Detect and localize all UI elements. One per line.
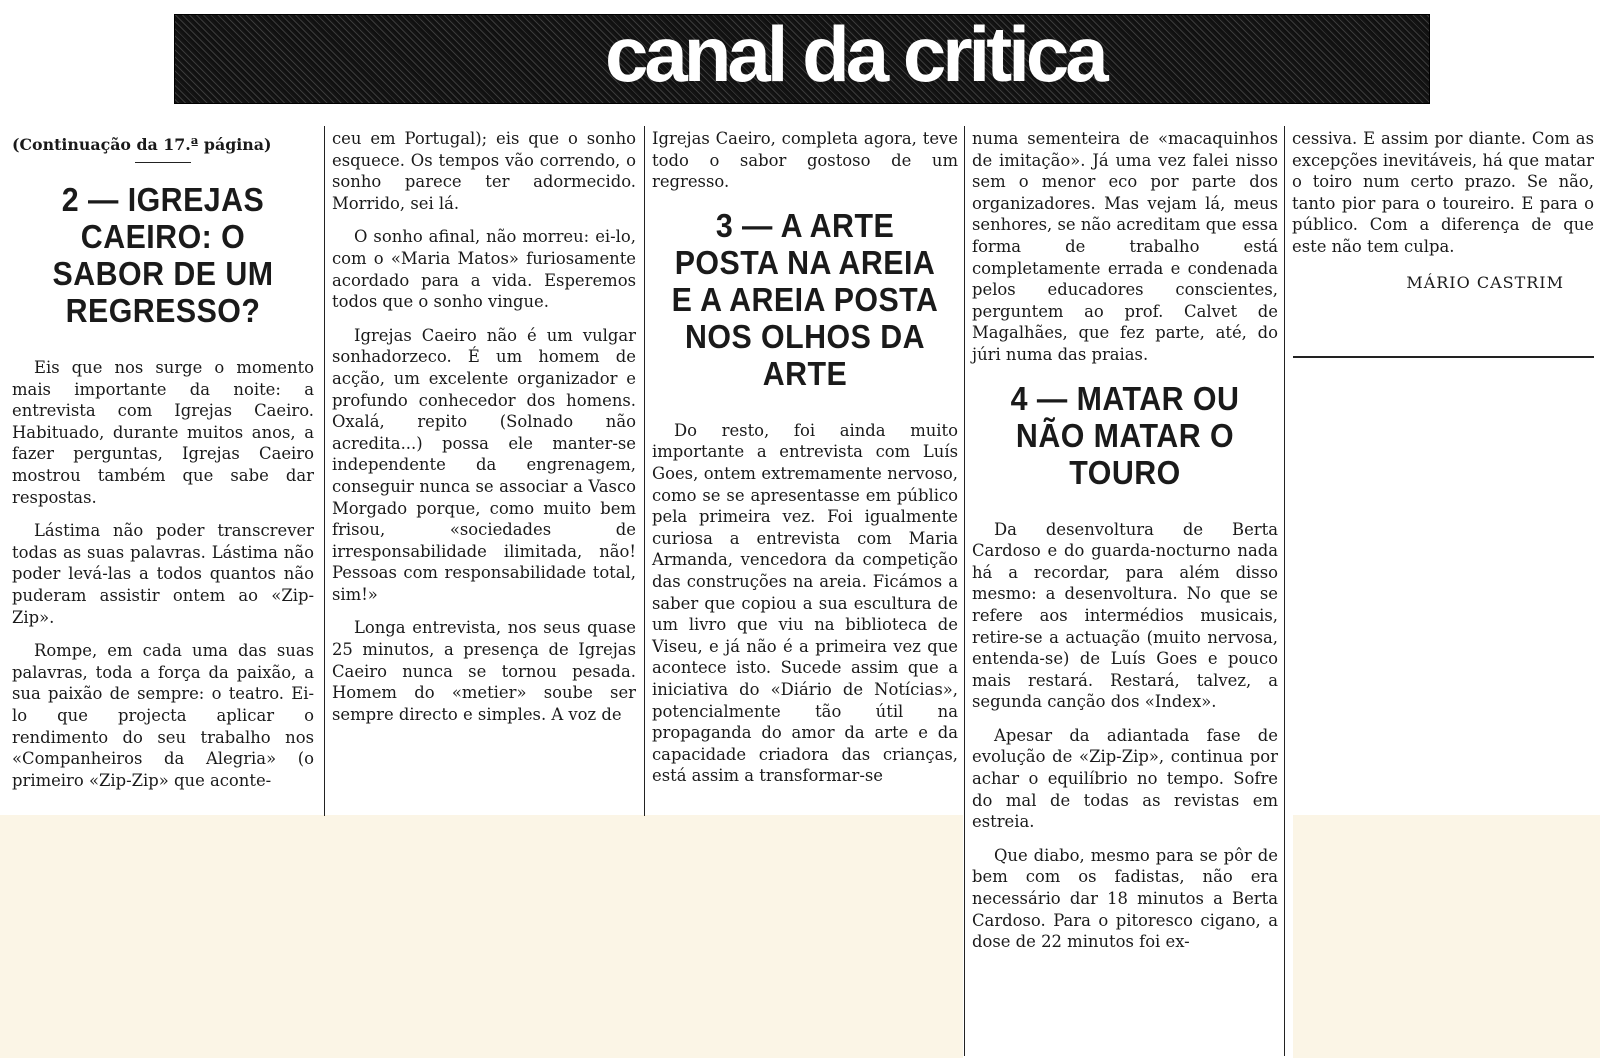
paragraph: Eis que nos surge o momento mais importante da noite: a entrevista com Igrejas Caeiro. Habituado, durante muitos anos, a fazer perguntas, Igrejas Caeiro mostrou também que sabe dar respostas. <box>12 358 314 507</box>
column-3 <box>652 128 958 799</box>
paragraph: ceu em Portugal); eis que o sonho esquece. Os tempos vão correndo, o sonho parece ter adormecido. Morrido, sei lá. <box>332 129 636 213</box>
column-2 <box>332 128 636 737</box>
paragraph: Apesar da adiantada fase de evolução de «Zip-Zip», continua por achar o equilíbrio no tempo. Sofre do mal de todas as revistas em estreia. <box>972 725 1278 832</box>
paragraph: Da desenvoltura de Berta Cardoso e do guarda-nocturno nada há a recordar, para além disso mesmo: a desenvoltura. No que se refere aos intermédios musicais, retire-se a actuação (muito nervosa, entenda-se) de Luís Goes e pouco mais restará. Restará, talvez, a segunda canção dos «Index». <box>972 519 1278 712</box>
paragraph: Igrejas Caeiro, completa agora, teve todo o sabor gostoso de um regresso. <box>652 129 958 192</box>
column-end-rule <box>1293 356 1594 358</box>
paragraph: Do resto, foi ainda muito importante a entrevista com Luís Goes, ontem extremamente nervoso, como se se apresentasse em público pela primeira vez. Foi igualmente curiosa a entrevista com Maria Armanda, vencedora da competição das construções na areia. Ficámos a saber que copiou a sua escultura de um livro que viu na biblioteca de Viseu, e já não é a primeira vez que acontece isto. Sucede assim que a iniciativa do «Diário de Notícias», potencialmente tão útil na propaganda do amor da arte e da capacidade criadora das crianças, está assim a transformar-se <box>652 420 958 786</box>
column-1 <box>12 128 314 803</box>
column-4 <box>972 128 1278 965</box>
paragraph: cessiva. E assim por diante. Com as excepções inevitáveis, há que matar o toiro num certo prazo. Se não, tanto pior para o toureiro. E para o público. Com a diferença de que este não tem culpa. <box>1292 129 1594 256</box>
paragraph: Lástima não poder transcrever todas as suas palavras. Lástima não poder levá-las a todos quantos não puderam assistir ontem ao «Zip-Zip». <box>12 521 314 627</box>
paragraph: Que diabo, mesmo para se pôr de bem com os fadistas, não era necessário dar 18 minutos a Berta Cardoso. Para o pitoresco cigano, a dose de 22 minutos foi ex- <box>972 845 1278 952</box>
column-rule <box>324 126 325 816</box>
paragraph: Longa entrevista, nos seus quase 25 minutos, a presença de Igrejas Caeiro nunca se tornou pesada. Homem do «metier» soube ser sempre directo e simples. A voz de <box>332 618 636 724</box>
column-rule <box>964 126 965 1056</box>
paragraph: O sonho afinal, não morreu: ei-lo, com o «Maria Matos» furiosamente acordado para a vida. Esperemos todos que o sonho vingue. <box>332 227 636 312</box>
column-5 <box>1292 128 1594 293</box>
divider <box>135 162 191 163</box>
paragraph: Igrejas Caeiro não é um vulgar sonhadorzeco. É um homem de acção, um excelente organizador e profundo conhecedor dos homens. Oxalá, repito (Solnado não acredita...) possa ele manter-se independente da engrenagem, conseguir nunca se associar a Vasco Morgado porque, como muito bem frisou, «sociedades de irresponsabilidade ilimitada, não! Pessoas com responsabilidade total, sim!» <box>332 325 636 604</box>
section-heading-3: 3 — A ARTE POSTA NA AREIA E A AREIA POSTA NOS OLHOS DA ARTE <box>671 206 939 392</box>
continuation-note: (Continuação da 17.ª página) <box>12 135 272 154</box>
section-heading-2: 2 — IGREJAS CAEIRO: O SABOR DE UM REGRESSO? <box>52 181 274 329</box>
column-rule <box>1284 126 1285 1056</box>
paragraph: numa sementeira de «macaquinhos de imitação». Já uma vez falei nisso sem o menor eco por parte dos organizadores. Mas vejam lá, meus senhores, se não acreditam que essa forma de trabalho está completamente errada e condenada pelos educadores conscientes, perguntem ao prof. Calvet de Magalhães, que fez parte, até, do júri numa das praias. <box>972 129 1278 364</box>
column-rule <box>644 126 645 816</box>
paragraph: Rompe, em cada uma das suas palavras, toda a força da paixão, a sua paixão de sempre: o teatro. Ei-lo que projecta aplicar o rendimento do seu trabalho nos «Companheiros da Alegria» (o primeiro «Zip-Zip» que aconte- <box>12 641 314 790</box>
section-heading-4: 4 — MATAR OU NÃO MATAR O TOURO <box>1010 379 1240 491</box>
section-title: canal da critica <box>605 10 1105 98</box>
section-banner <box>174 10 1430 104</box>
author-signature: MÁRIO CASTRIM <box>1406 272 1564 292</box>
